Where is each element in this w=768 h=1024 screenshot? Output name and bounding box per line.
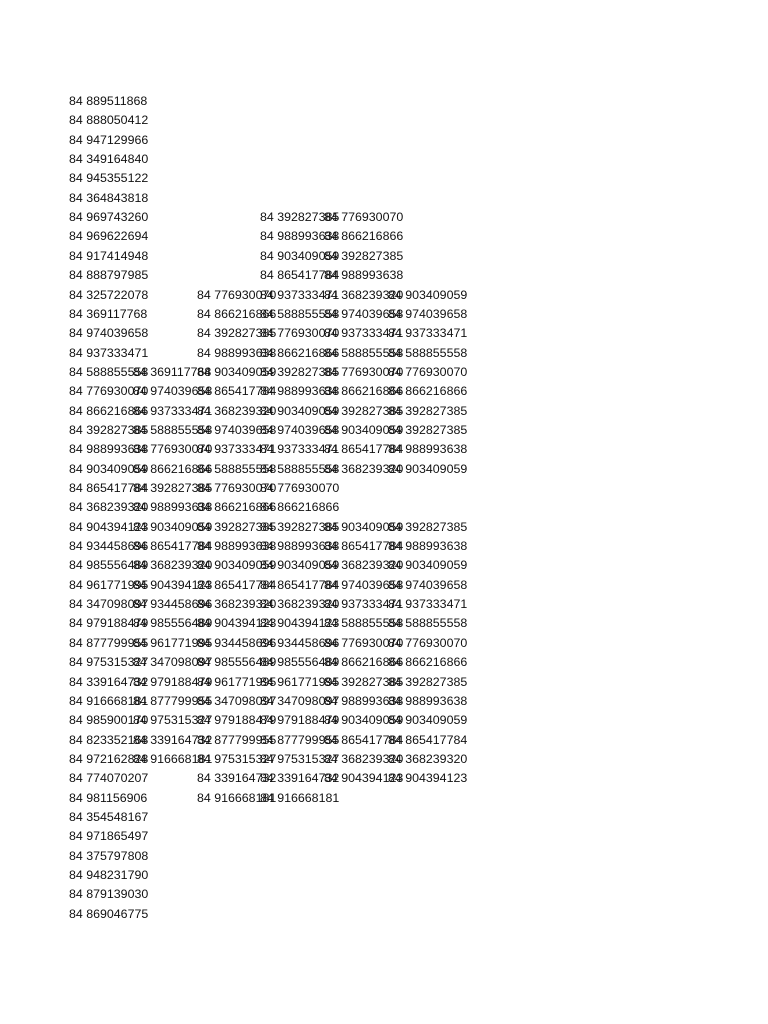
cell-r24-c5: 84 865417784 [324,539,404,554]
cell-r28-c3: 84 904394123 [197,616,277,631]
cell-r18-c4: 84 974039658 [260,422,340,437]
cell-r29-c6: 84 776930070 [388,635,468,650]
cell-r31-c3: 84 961771995 [197,674,277,689]
cell-r26-c4: 84 865417784 [260,577,340,592]
cell-r20-c6: 84 903409059 [388,461,468,476]
cell-r28-c4: 84 904394123 [260,616,340,631]
cell-r12-c4: 84 588855558 [260,306,340,321]
cell-r30-c6: 84 866216866 [388,655,468,670]
cell-r30-c5: 84 866216866 [324,655,404,670]
cell-r33-c3: 84 979188479 [197,713,277,728]
cell-r11-c1: 84 325722078 [69,287,149,302]
cell-r21-c4: 84 776930070 [260,481,340,495]
cell-r35-c3: 84 975315327 [197,751,277,766]
cell-r16-c5: 84 866216866 [324,384,404,399]
cell-r26-c3: 84 865417784 [197,577,277,592]
cell-r29-c5: 84 776930070 [324,635,404,650]
cell-r23-c3: 84 392827385 [197,519,277,534]
cell-r13-c3: 84 392827385 [197,326,277,341]
cell-r24-c4: 84 988993638 [260,539,340,554]
cell-r9-c4: 84 903409059 [260,248,340,263]
cell-r32-c3: 84 347098097 [197,693,277,708]
cell-r30-c1: 84 975315327 [69,655,149,670]
cell-r27-c3: 84 368239320 [197,597,277,612]
cell-r21-c2: 84 392827385 [133,481,213,495]
cell-r18-c6: 84 392827385 [388,422,468,437]
cell-r28-c2: 84 985556489 [133,616,213,631]
cell-r7-c4: 84 392827385 [260,210,340,225]
cell-r42-c1: 84 879139030 [69,887,149,902]
cell-r35-c4: 84 975315327 [260,751,340,766]
cell-r30-c2: 84 347098097 [133,655,213,670]
cell-r32-c5: 84 988993638 [324,693,404,708]
cell-r34-c4: 84 877799955 [260,732,340,747]
cell-r28-c1: 84 979188479 [69,616,149,631]
cell-r14-c1: 84 937333471 [69,345,149,360]
cell-r24-c6: 84 988993638 [388,539,468,554]
cell-r33-c5: 84 903409059 [324,713,404,728]
cell-r29-c2: 84 961771995 [133,635,213,650]
cell-r27-c4: 84 368239320 [260,597,340,612]
cell-r15-c2: 84 369117768 [133,364,212,379]
cell-r34-c1: 84 823352168 [69,732,149,747]
cell-r25-c6: 84 903409059 [388,558,468,573]
cell-r13-c4: 84 776930070 [260,326,340,341]
cell-r16-c3: 84 865417784 [197,384,277,399]
cell-r8-c1: 84 969622694 [69,229,149,244]
cell-r32-c2: 84 877799955 [133,693,213,708]
cell-r24-c1: 84 934458696 [69,539,149,554]
cell-r39-c1: 84 971865497 [69,829,149,844]
cell-r13-c6: 84 937333471 [388,326,468,341]
cell-r1-c1: 84 889511868 [69,94,148,108]
cell-r31-c6: 84 392827385 [388,674,468,689]
cell-r30-c4: 84 985556489 [260,655,340,670]
cell-r20-c3: 84 588855558 [197,461,277,476]
cell-r15-c4: 84 392827385 [260,364,340,379]
cell-r15-c6: 84 776930070 [388,364,468,379]
cell-r23-c1: 84 904394123 [69,519,149,534]
cell-r18-c1: 84 392827385 [69,422,149,437]
cell-r22-c4: 84 866216866 [260,500,340,515]
cell-r10-c5: 84 988993638 [324,268,404,283]
cell-r10-c1: 84 888797985 [69,268,149,283]
cell-r12-c6: 84 974039658 [388,306,468,321]
cell-r2-c1: 84 888050412 [69,113,149,128]
cell-r12-c3: 84 866216866 [197,306,277,321]
cell-r33-c6: 84 903409059 [388,713,468,728]
cell-r10-c4: 84 865417784 [260,268,340,283]
cell-r15-c1: 84 588855558 [69,364,149,379]
cell-r34-c3: 84 877799955 [197,732,277,747]
cell-r43-c1: 84 869046775 [69,906,149,921]
cell-r37-c1: 84 981156906 [69,790,148,805]
cell-r31-c5: 84 392827385 [324,674,404,689]
cell-r20-c5: 84 368239320 [324,461,404,476]
cell-r4-c1: 84 349164840 [69,152,149,167]
cell-r16-c2: 84 974039658 [133,384,213,399]
cell-r19-c6: 84 988993638 [388,442,468,457]
cell-r34-c5: 84 865417784 [324,732,404,747]
cell-r8-c4: 84 988993638 [260,229,340,244]
cell-r32-c6: 84 988993638 [388,693,468,708]
cell-r21-c3: 84 776930070 [197,481,277,495]
cell-r31-c1: 84 339164732 [69,674,149,689]
cell-r17-c1: 84 866216866 [69,403,149,418]
cell-r17-c2: 84 937333471 [133,403,213,418]
cell-r9-c1: 84 917414948 [69,248,149,263]
cell-r40-c1: 84 375797808 [69,848,149,863]
cell-r18-c2: 84 588855558 [133,422,213,437]
cell-r17-c6: 84 392827385 [388,403,468,418]
cell-r33-c2: 84 975315327 [133,713,213,728]
cell-r3-c1: 84 947129966 [69,132,149,147]
cell-r19-c3: 84 937333471 [197,442,277,457]
cell-r25-c5: 84 368239320 [324,558,404,573]
cell-r26-c1: 84 961771995 [69,577,149,592]
cell-r25-c1: 84 985556489 [69,558,149,573]
cell-r37-c3: 84 916668181 [197,790,277,805]
cell-r27-c5: 84 937333471 [324,597,404,612]
cell-r37-c4: 84 916668181 [260,790,340,805]
cell-r9-c5: 84 392827385 [324,248,404,263]
cell-r29-c4: 84 934458696 [260,635,340,650]
cell-r25-c2: 84 368239320 [133,558,213,573]
cell-r20-c4: 84 588855558 [260,461,340,476]
cell-r18-c5: 84 903409059 [324,422,404,437]
cell-r14-c5: 84 588855558 [324,345,404,360]
cell-r29-c3: 84 934458696 [197,635,277,650]
cell-r33-c1: 84 985900170 [69,713,149,728]
cell-r31-c4: 84 961771995 [260,674,340,689]
cell-r23-c5: 84 903409059 [324,519,404,534]
cell-r32-c1: 84 916668181 [69,693,149,708]
cell-r14-c6: 84 588855558 [388,345,468,360]
cell-r11-c3: 84 776930070 [197,287,277,302]
cell-r36-c6: 84 904394123 [388,771,468,786]
cell-r18-c3: 84 974039658 [197,422,277,437]
cell-r22-c2: 84 988993638 [133,500,213,515]
cell-r26-c6: 84 974039658 [388,577,468,592]
cell-r27-c6: 84 937333471 [388,597,468,612]
cell-r6-c1: 84 364843818 [69,190,149,205]
cell-r11-c6: 84 903409059 [388,287,468,302]
cell-r27-c2: 84 934458696 [133,597,213,612]
cell-r20-c1: 84 903409059 [69,461,149,476]
cell-r19-c5: 84 865417784 [324,442,404,457]
cell-r13-c1: 84 974039658 [69,326,149,341]
cell-r26-c2: 84 904394123 [133,577,213,592]
cell-r28-c6: 84 588855558 [388,616,468,631]
cell-r34-c6: 84 865417784 [388,732,468,747]
cell-r7-c5: 84 776930070 [324,210,404,225]
cell-r32-c4: 84 347098097 [260,693,340,708]
cell-r23-c4: 84 392827385 [260,519,340,534]
cell-r8-c5: 84 866216866 [324,229,404,244]
cell-r25-c3: 84 903409059 [197,558,277,573]
cell-r16-c1: 84 776930070 [69,384,149,399]
cell-r12-c1: 84 369117768 [69,306,148,321]
cell-r33-c4: 84 979188479 [260,713,340,728]
cell-r11-c4: 84 937333471 [260,287,340,302]
cell-r35-c6: 84 368239320 [388,751,468,766]
cell-r21-c1: 84 865417784 [69,481,149,495]
cell-r22-c1: 84 368239320 [69,500,149,515]
cell-r17-c3: 84 368239320 [197,403,277,418]
cell-r30-c3: 84 985556489 [197,655,277,670]
cell-r23-c6: 84 392827385 [388,519,468,534]
cell-r31-c2: 84 979188479 [133,674,213,689]
cell-r28-c5: 84 588855558 [324,616,404,631]
cell-r25-c4: 84 903409059 [260,558,340,573]
cell-r36-c4: 84 339164732 [260,771,340,786]
cell-r24-c2: 84 865417784 [133,539,213,554]
cell-r38-c1: 84 354548167 [69,809,149,824]
cell-r17-c5: 84 392827385 [324,403,404,418]
cell-r13-c5: 84 937333471 [324,326,404,341]
cell-r16-c6: 84 866216866 [388,384,468,399]
cell-r34-c2: 84 339164732 [133,732,213,747]
cell-r14-c3: 84 988993638 [197,345,277,360]
cell-r17-c4: 84 903409059 [260,403,340,418]
cell-r11-c5: 84 368239320 [324,287,404,302]
cell-r35-c2: 84 916668181 [133,751,213,766]
cell-r29-c1: 84 877799955 [69,635,149,650]
cell-r14-c4: 84 866216866 [260,345,340,360]
cell-r5-c1: 84 945355122 [69,171,149,186]
cell-r16-c4: 84 988993638 [260,384,340,399]
cell-r26-c5: 84 974039658 [324,577,404,592]
cell-r36-c1: 84 774070207 [69,771,149,786]
cell-r19-c1: 84 988993638 [69,442,149,457]
cell-r23-c2: 84 903409059 [133,519,213,534]
cell-r24-c3: 84 988993638 [197,539,277,554]
cell-r19-c4: 84 937333471 [260,442,340,457]
cell-r35-c5: 84 368239320 [324,751,404,766]
cell-r35-c1: 84 972162828 [69,751,149,766]
cell-r41-c1: 84 948231790 [69,868,149,882]
cell-r36-c3: 84 339164732 [197,771,277,786]
cell-r19-c2: 84 776930070 [133,442,213,457]
cell-r22-c3: 84 866216866 [197,500,277,515]
cell-r12-c5: 84 974039658 [324,306,404,321]
cell-r15-c5: 84 776930070 [324,364,404,379]
cell-r20-c2: 84 866216866 [133,461,213,476]
cell-r15-c3: 84 903409059 [197,364,277,379]
cell-r27-c1: 84 347098097 [69,597,149,612]
cell-r7-c1: 84 969743260 [69,210,149,225]
cell-r36-c5: 84 904394123 [324,771,404,786]
